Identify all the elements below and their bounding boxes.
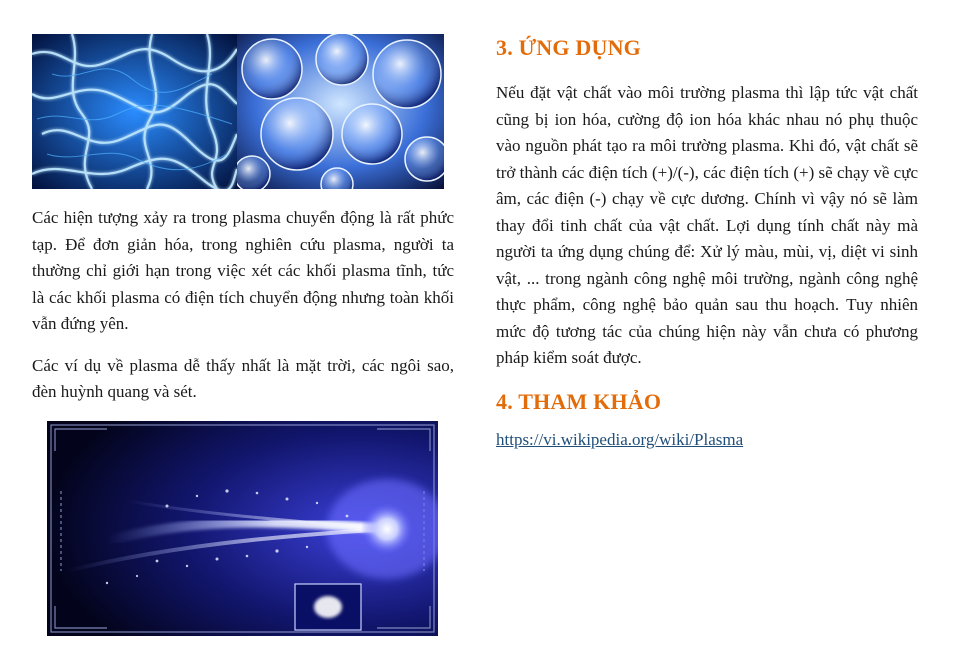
applications-paragraph: Nếu đặt vật chất vào môi trường plasma thì lập tức vật chất cũng bị ion hóa, cường độ ion hóa khác nhau nó phụ thuộc vào nguồn phát tạo ra môi trường plasma. Khi đó, vật chất sẽ trở thành các điện tích (+)/(-), các điện tích (+) sẽ chạy về cực âm, các điện (-) chạy về cực dương. Chính vì vậy nó sẽ làm thay đổi tinh chất của vật chất. Lợi dụng tính chất này mà người ta ứng dụng chúng để: Xử lý màu, mùi, vị, diệt vi sinh vật, ... trong ngành công nghệ môi trường, ngành công nghệ thực phẩm, công nghệ bảo quản sau thu hoạch. Tuy nhiên mức độ tương tác của chúng hiện này vẫn chưa có phương pháp kiểm soát được. [496, 83, 918, 367]
reference-link[interactable]: https://vi.wikipedia.org/wiki/Plasma [496, 429, 744, 449]
plasma-examples-paragraph: Các ví dụ về plasma dễ thấy nhất là mặt trời, các ngôi sao, đèn huỳnh quang và sét. [32, 355, 454, 401]
left-column [32, 34, 454, 406]
right-column [496, 34, 918, 450]
plasma-texture-image [32, 34, 237, 189]
plasma-phenomena-paragraph: Các hiện tượng xảy ra trong plasma chuyển động là rất phức tạp. Để đơn giản hóa, trong nghiên cứu plasma, người ta thường chỉ giới hạn trong việc xét các khối plasma tĩnh, tức là các khối plasma có điện tích chuyển động nhưng toàn khối vẫn đứng yên. [32, 208, 454, 333]
section-4-heading: 4. THAM KHẢO [496, 388, 662, 414]
plasma-beam-image [47, 421, 438, 636]
plasma-image-pair [32, 34, 444, 189]
section-3-heading: 3. ỨNG DỤNG [496, 35, 641, 60]
plasma-bubbles-image [237, 34, 444, 189]
